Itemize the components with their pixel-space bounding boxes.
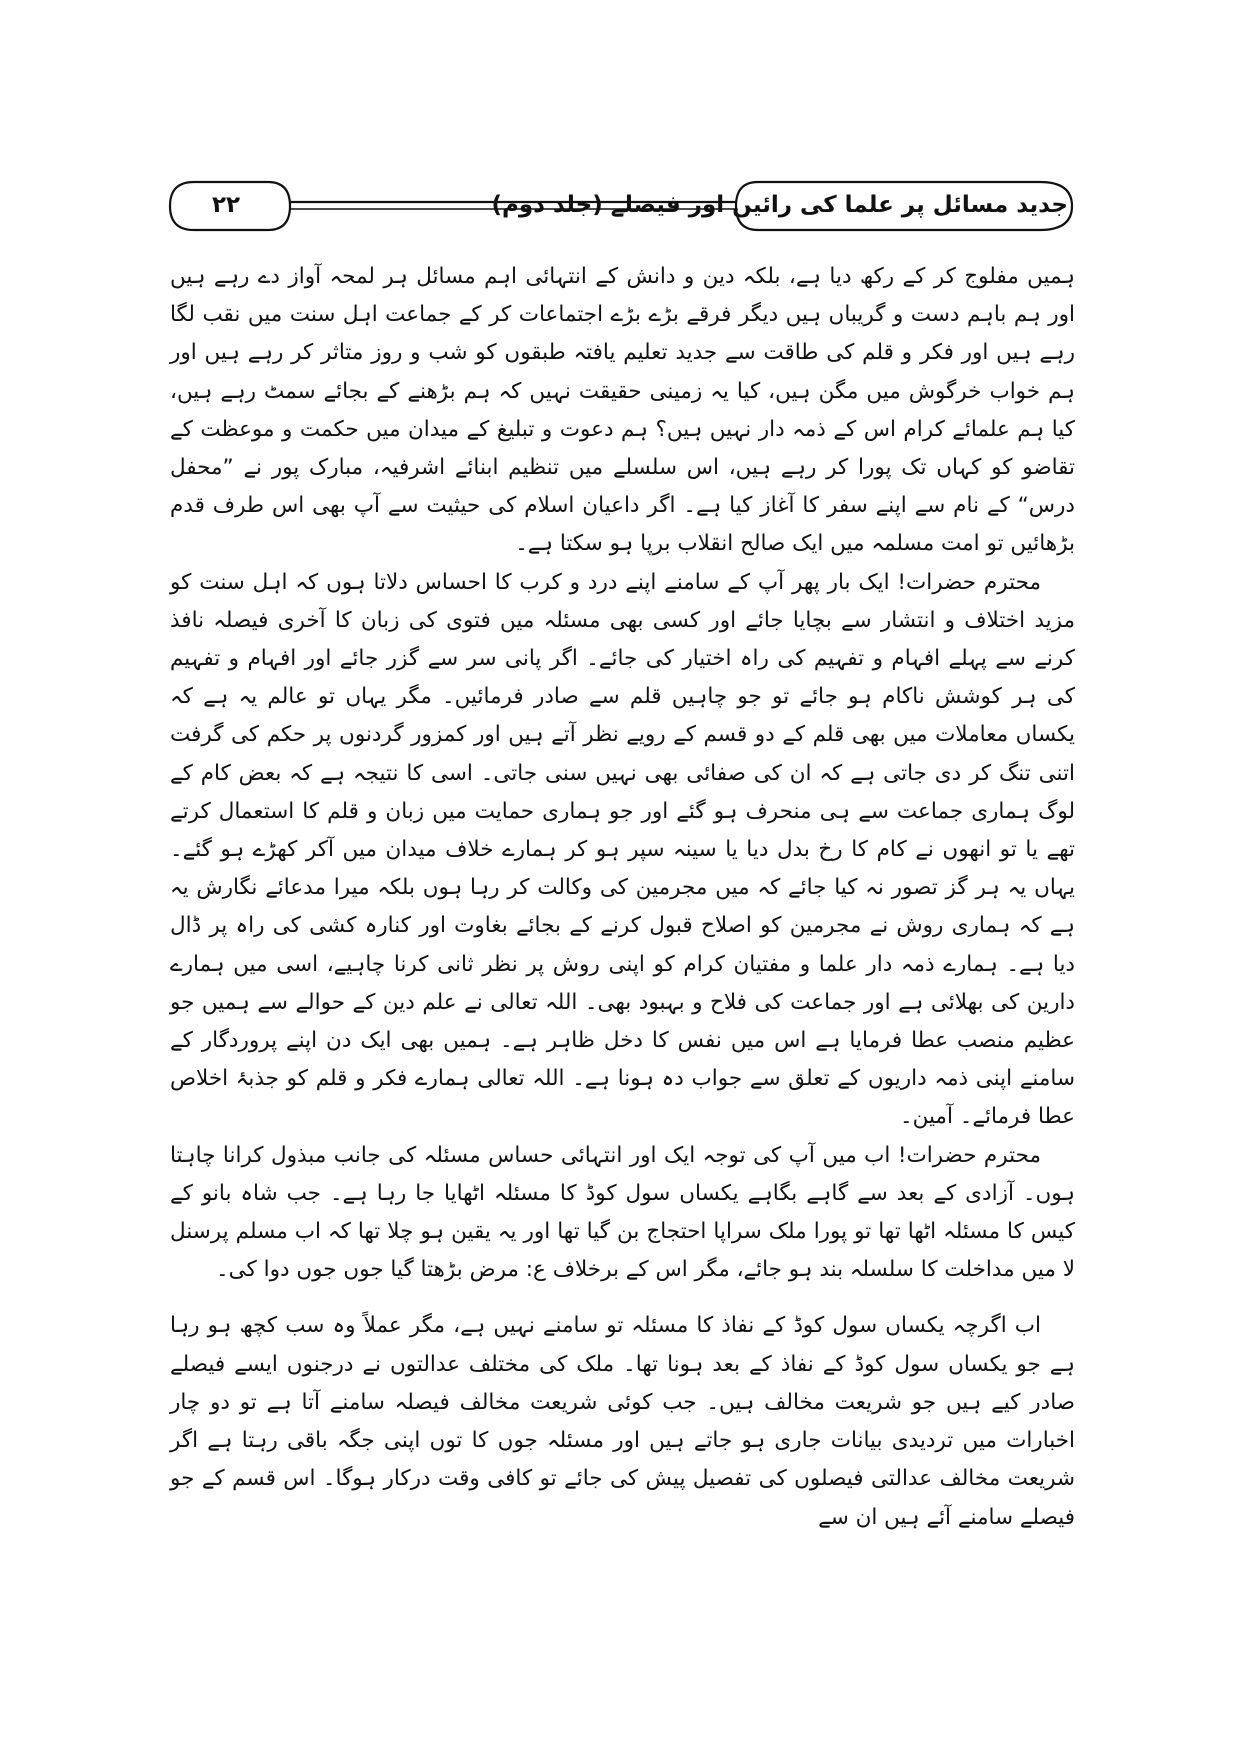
book-title: جدید مسائل پر علما کی رائیں اور فیصلے (جلد دوم): [491, 192, 1068, 218]
page-number: ۲۲: [211, 192, 241, 218]
page-body: [170, 258, 1075, 1537]
page-header: [160, 178, 1080, 234]
paragraph: محترم حضرات! ایک بار پھر آپ کے سامنے اپنے درد و کرب کا احساس دلاتا ہوں کہ اہل سنت کو مزید اختلاف و انتشار سے بچایا جائے اور کسی بھی مسئلہ میں فتوی کی زبان کا آخری فیصلہ نافذ کرنے سے پہلے افہام و تفہیم کی راہ اختیار کی جائے۔ اگر پانی سر سے گزر جائے اور افہام و تفہیم کی ہر کوشش ناکام ہو جائے تو جو چاہیں قلم سے صادر فرمائیں۔ مگر یہاں تو عالم یہ ہے کہ یکساں معاملات میں بھی قلم کے دو قسم کے رویے نظر آتے ہیں اور کمزور گردنوں پر حکم کی گرفت اتنی تنگ کر دی جاتی ہے کہ ان کی صفائی بھی نہیں سنی جاتی۔ اسی کا نتیجہ ہے کہ بعض کام کے لوگ ہماری جماعت سے ہی منحرف ہو گئے اور جو ہماری حمایت میں زبان و قلم کا استعمال کرتے تھے یا تو انھوں نے کام کا رخ بدل دیا یا سینہ سپر ہو کر ہمارے خلاف میدان میں آکر کھڑے ہو گئے۔ یہاں یہ ہر گز تصور نہ کیا جائے کہ میں مجرمین کی وکالت کر رہا ہوں بلکہ میرا مدعائے نگارش یہ ہے کہ ہماری روش نے مجرمین کو اصلاح قبول کرنے کے بجائے بغاوت اور کنارہ کشی کی راہ پر ڈال دیا ہے۔ ہمارے ذمہ دار علما و مفتیان کرام کو اپنی روش پر نظر ثانی کرنا چاہیے، اسی میں ہمارے دارین کی بھلائی ہے اور جماعت کی فلاح و بہبود بھی۔ اللہ تعالی نے علم دین کے حوالے سے ہمیں جو عظیم منصب عطا فرمایا ہے اس میں نفس کا دخل ظاہر ہے۔ ہمیں بھی ایک دن اپنے پروردگار کے سامنے اپنی ذمہ داریوں کے تعلق سے جواب دہ ہونا ہے۔ اللہ تعالی ہمارے فکر و قلم کو جذبۂ اخلاص عطا فرمائے۔ آمین۔: [170, 569, 1075, 1130]
paragraph: محترم حضرات! اب میں آپ کی توجہ ایک اور انتہائی حساس مسئلہ کی جانب مبذول کرانا چاہتا ہوں۔ آزادی کے بعد سے گاہے بگاہے یکساں سول کوڈ کا مسئلہ اٹھایا جا رہا ہے۔ جب شاہ بانو کے کیس کا مسئلہ اٹھا تھا تو پورا ملک سراپا احتجاج بن گیا تھا اور یہ یقین ہو چلا تھا کہ اب مسلم پرسنل لا میں مداخلت کا سلسلہ بند ہو جائے، مگر اس کے برخلاف ع: مرض بڑھتا گیا جوں جوں دوا کی۔: [170, 1142, 1075, 1283]
paragraph: اب اگرچہ یکساں سول کوڈ کے نفاذ کا مسئلہ تو سامنے نہیں ہے، مگر عملاً وہ سب کچھ ہو رہا ہے جو یکساں سول کوڈ کے نفاذ کے بعد ہونا تھا۔ ملک کی مختلف عدالتوں نے درجنوں ایسے فیصلے صادر کیے ہیں جو شریعت مخالف ہیں۔ جب کوئی شریعت مخالف فیصلہ سامنے آتا ہے تو دو چار اخبارات میں تردیدی بیانات جاری ہو جاتے ہیں اور مسئلہ جوں کا توں اپنی جگہ باقی رہتا ہے اگر شریعت مخالف عدالتی فیصلوں کی تفصیل پیش کی جائے تو کافی وقت درکار ہوگا۔ اس قسم کے جو فیصلے سامنے آئے ہیں ان سے: [170, 1313, 1075, 1530]
paragraph: ہمیں مفلوج کر کے رکھ دیا ہے، بلکہ دین و دانش کے انتہائی اہم مسائل ہر لمحہ آواز دے رہے ہیں اور ہم باہم دست و گریباں ہیں دیگر فرقے بڑے بڑے اجتماعات کر کے جماعت اہل سنت میں نقب لگا رہے ہیں اور فکر و قلم کی طاقت سے جدید تعلیم یافتہ طبقوں کو شب و روز متاثر کر رہے ہیں اور ہم خواب خرگوش میں مگن ہیں، کیا یہ زمینی حقیقت نہیں کہ ہم بڑھنے کے بجائے سمٹ رہے ہیں، کیا ہم علمائے کرام اس کے ذمہ دار نہیں ہیں؟ ہم دعوت و تبلیغ کے میدان میں حکمت و موعظت کے تقاضو کو کہاں تک پورا کر رہے ہیں، اس سلسلے میں تنظیم ابنائے اشرفیہ، مبارک پور نے ”محفل درس“ کے نام سے اپنے سفر کا آغاز کیا ہے۔ اگر داعیان اسلام کی حیثیت سے آپ بھی اس طرف قدم بڑھائیں تو امت مسلمہ میں ایک صالح انقلاب برپا ہو سکتا ہے۔: [170, 264, 1075, 557]
